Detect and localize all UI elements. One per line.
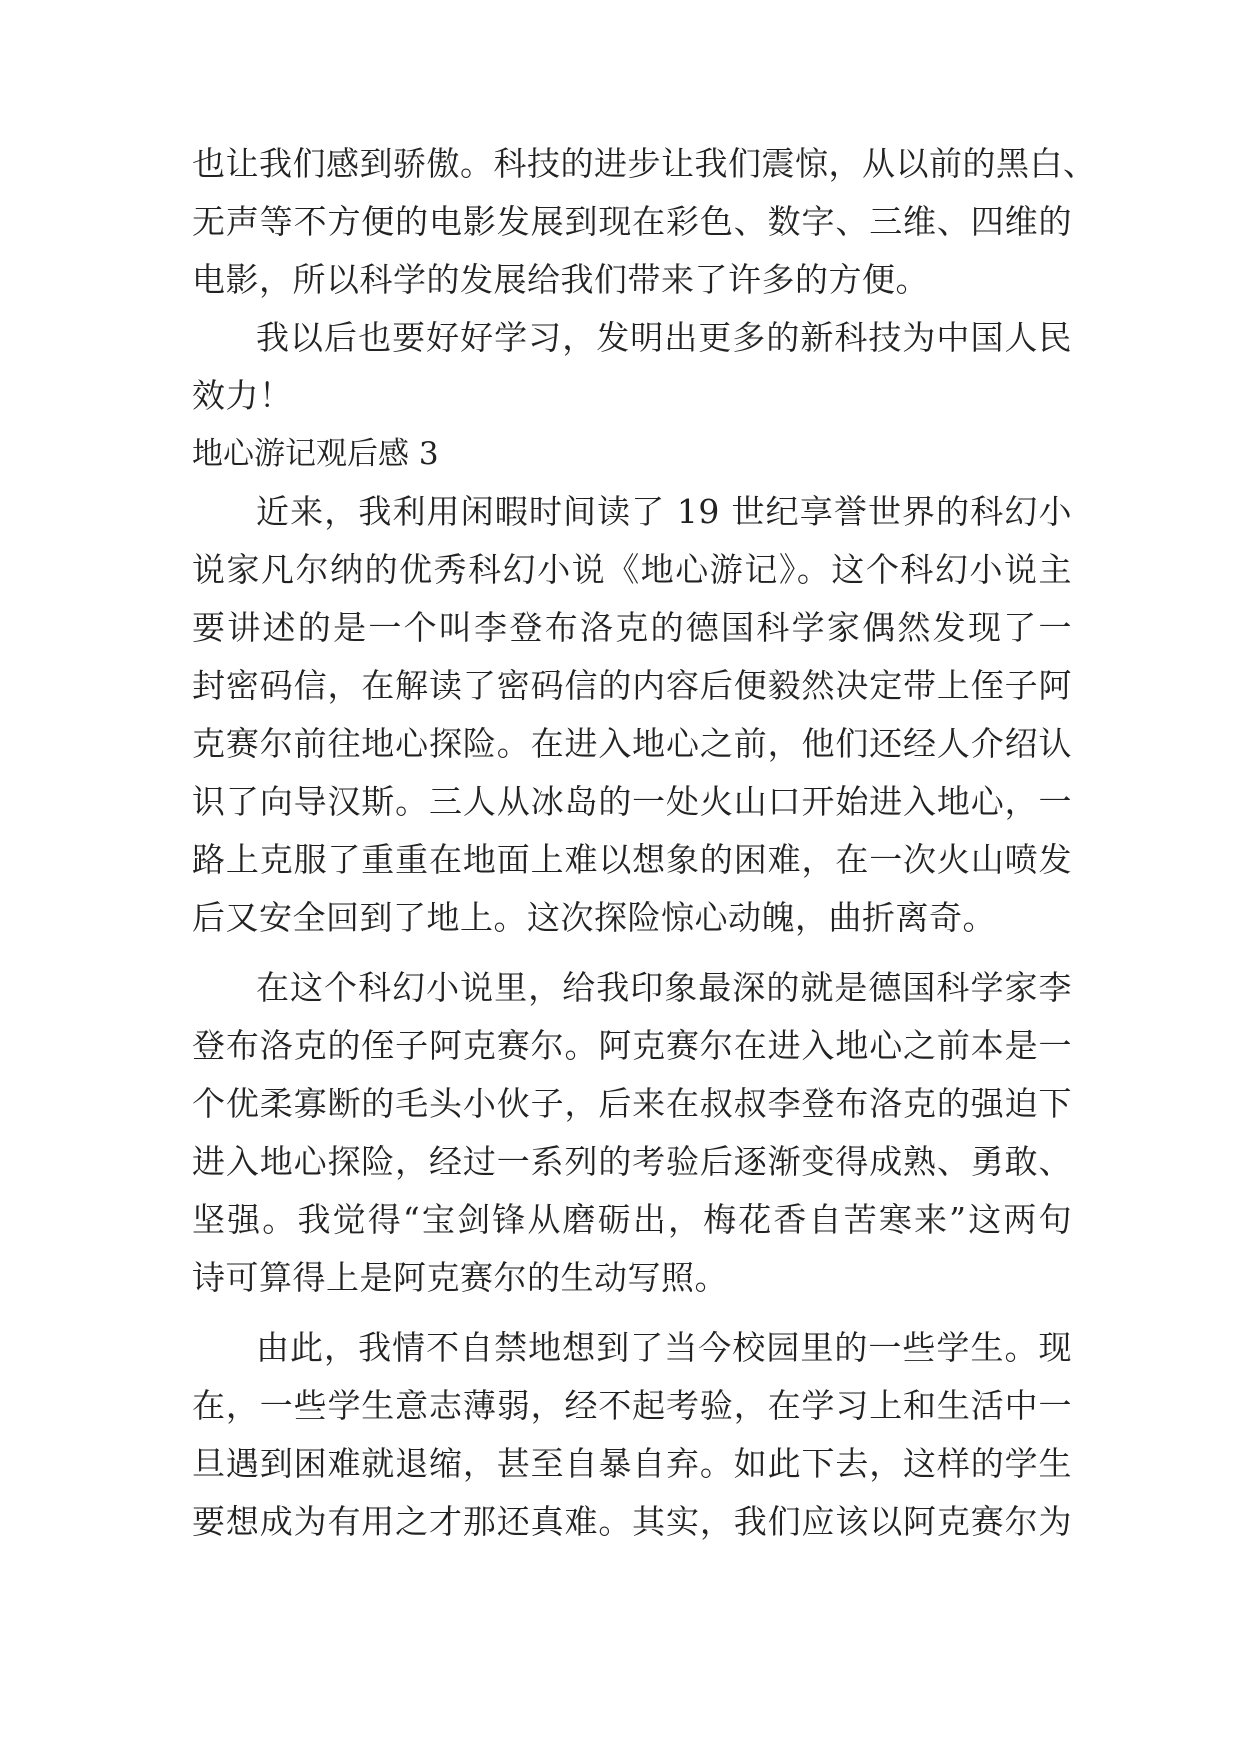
section-title: 地心游记观后感 3 xyxy=(192,436,439,472)
paragraph-line: 坚强。我觉得“宝剑锋从磨砺出，梅花香自苦寒来”这两句 xyxy=(192,1200,1072,1239)
paragraph-line: 无声等不方便的电影发展到现在彩色、数字、三维、四维的 xyxy=(192,202,1072,241)
paragraph-line: 识了向导汉斯。三人从冰岛的一处火山口开始进入地心，一 xyxy=(192,782,1072,821)
paragraph-line: 效力！ xyxy=(192,376,293,415)
paragraph-line: 进入地心探险，经过一系列的考验后逐渐变得成熟、勇敢、 xyxy=(192,1142,1072,1181)
paragraph-line: 封密码信，在解读了密码信的内容后便毅然决定带上侄子阿 xyxy=(192,666,1072,705)
paragraph-line: 也让我们感到骄傲。科技的进步让我们震惊，从以前的黑白、 xyxy=(192,144,1097,183)
paragraph-line: 登布洛克的侄子阿克赛尔。阿克赛尔在进入地心之前本是一 xyxy=(192,1026,1072,1065)
paragraph-line: 说家凡尔纳的优秀科幻小说《地心游记》。这个科幻小说主 xyxy=(192,550,1072,589)
paragraph-line: 要讲述的是一个叫李登布洛克的德国科学家偶然发现了一 xyxy=(192,608,1072,647)
paragraph-line: 电影，所以科学的发展给我们带来了许多的方便。 xyxy=(192,260,929,299)
paragraph-line: 在，一些学生意志薄弱，经不起考验，在学习上和生活中一 xyxy=(192,1386,1072,1425)
paragraph-line: 在这个科幻小说里，给我印象最深的就是德国科学家李 xyxy=(256,968,1072,1007)
paragraph-line: 我以后也要好好学习，发明出更多的新科技为中国人民 xyxy=(256,318,1072,357)
paragraph-line: 路上克服了重重在地面上难以想象的困难，在一次火山喷发 xyxy=(192,840,1072,879)
paragraph-line: 个优柔寡断的毛头小伙子，后来在叔叔李登布洛克的强迫下 xyxy=(192,1084,1072,1123)
paragraph-line: 近来，我利用闲暇时间读了 19 世纪享誉世界的科幻小 xyxy=(256,492,1072,531)
paragraph-line: 由此，我情不自禁地想到了当今校园里的一些学生。现 xyxy=(256,1328,1072,1367)
paragraph-line: 要想成为有用之才那还真难。其实，我们应该以阿克赛尔为 xyxy=(192,1502,1072,1541)
paragraph-line: 后又安全回到了地上。这次探险惊心动魄，曲折离奇。 xyxy=(192,898,996,937)
paragraph-line: 旦遇到困难就退缩，甚至自暴自弃。如此下去，这样的学生 xyxy=(192,1444,1072,1483)
paragraph-line: 克赛尔前往地心探险。在进入地心之前，他们还经人介绍认 xyxy=(192,724,1072,763)
paragraph-line: 诗可算得上是阿克赛尔的生动写照。 xyxy=(192,1258,728,1297)
